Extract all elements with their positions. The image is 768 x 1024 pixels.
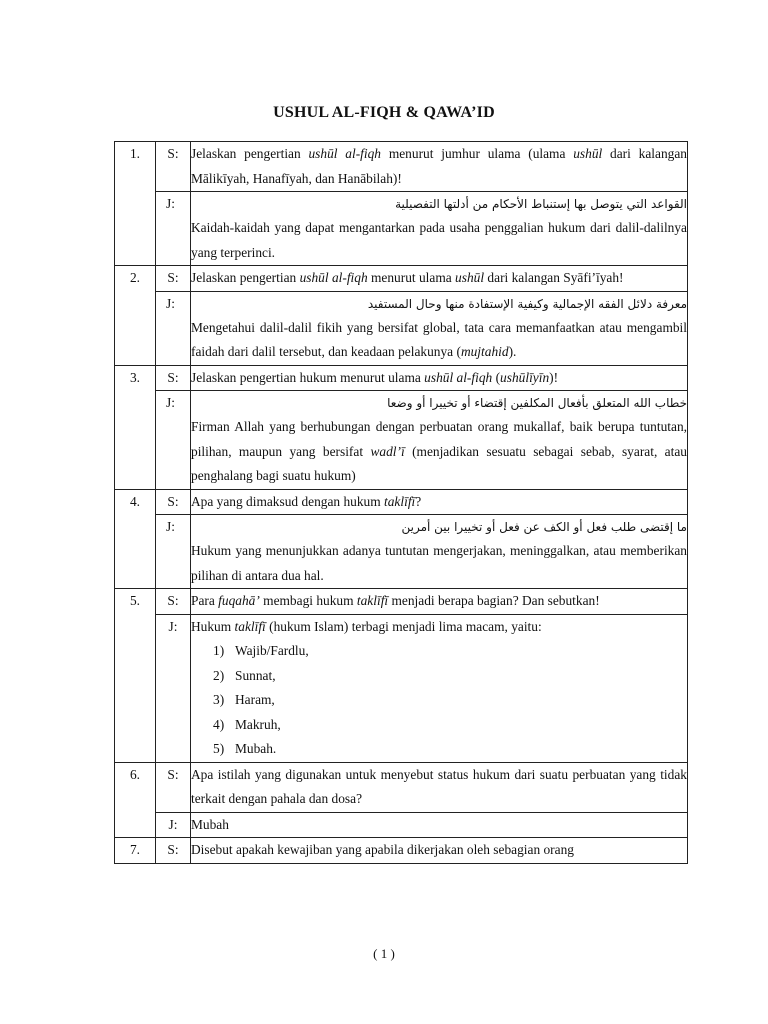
question-text: Para fuqahā’ membagi hukum taklīfī menjadi berapa bagian? Dan sebutkan!	[191, 589, 688, 615]
answer-cell	[191, 391, 688, 490]
row-number: 3.	[115, 365, 156, 489]
answer-row	[115, 291, 688, 365]
question-text: Apa yang dimaksud dengan hukum taklīfī?	[191, 489, 688, 515]
question-tag: S:	[156, 365, 191, 391]
list-item: 3) Haram,	[213, 692, 275, 707]
answer-tag: J:	[156, 812, 191, 838]
list-item: 5) Mubah.	[213, 741, 277, 756]
question-row	[115, 589, 688, 615]
arabic-definition: ما إقتضى طلب فعل أو الكف عن فعل أو تخييرا بين أمرين	[401, 520, 687, 534]
answer-tag: J:	[156, 515, 191, 589]
answer-tag: J:	[156, 614, 191, 762]
answer-cell	[191, 192, 688, 266]
question-text: Disebut apakah kewajiban yang apabila dikerjakan oleh sebagian orang	[191, 838, 688, 864]
answer-tag: J:	[156, 192, 191, 266]
qa-table	[114, 141, 688, 864]
arabic-definition: معرفة دلائل الفقه الإجمالية وكيفية الإستفادة منها وحال المستفيد	[367, 296, 687, 311]
question-row	[115, 142, 688, 192]
answer-row	[115, 812, 688, 838]
question-tag: S:	[156, 142, 191, 192]
answer-text: Hukum taklīfī (hukum Islam) terbagi menjadi lima macam, yaitu:	[191, 618, 542, 634]
answer-text: Mubah	[191, 812, 688, 838]
answer-tag: J:	[156, 391, 191, 490]
row-number: 6.	[115, 762, 156, 838]
question-tag: S:	[156, 589, 191, 615]
answer-text: Hukum yang menunjukkan adanya tuntutan mengerjakan, meninggalkan, atau memberikan pilihan di antara dua hal.	[191, 543, 687, 583]
question-row	[115, 365, 688, 391]
arabic-definition: خطاب الله المتعلق بأفعال المكلفين إقتضاء أو تخييرا أو وضعا	[387, 396, 687, 410]
document-title: USHUL AL-FIQH & QAWA’ID	[273, 104, 495, 121]
question-row	[115, 489, 688, 515]
answer-cell	[191, 515, 688, 589]
list-item: 2) Sunnat,	[213, 667, 276, 683]
arabic-definition: القواعد التي يتوصل بها إستنباط الأحكام من أدلتها التفصيلية	[395, 197, 687, 211]
question-text: Apa istilah yang digunakan untuk menyebut status hukum dari suatu perbuatan yang tidak terkait dengan pahala dan dosa?	[191, 762, 688, 812]
question-tag: S:	[156, 838, 191, 864]
row-number: 4.	[115, 489, 156, 589]
answer-text: Kaidah-kaidah yang dapat mengantarkan pada usaha penggalian hukum dari dalil-dalilnya yang terperinci.	[191, 220, 687, 260]
law-categories-list	[191, 639, 687, 762]
question-row	[115, 266, 688, 292]
answer-row	[115, 192, 688, 266]
question-tag: S:	[156, 762, 191, 812]
question-row	[115, 762, 688, 812]
answer-tag: J:	[156, 291, 191, 365]
page-number: ( 1 )	[373, 946, 395, 961]
list-item: 4) Makruh,	[213, 716, 281, 732]
answer-cell	[191, 291, 688, 365]
list-item: 1) Wajib/Fardlu,	[213, 643, 309, 658]
row-number: 5.	[115, 589, 156, 763]
question-text: Jelaskan pengertian ushūl al-fiqh menurut jumhur ulama (ulama ushūl dari kalangan Mālikīyah, Hanafīyah, dan Hanābilah)!	[191, 142, 688, 192]
question-tag: S:	[156, 266, 191, 292]
question-text: Jelaskan pengertian hukum menurut ulama ushūl al-fiqh (ushūlīyīn)!	[191, 365, 688, 391]
row-number: 2.	[115, 266, 156, 366]
question-row	[115, 838, 688, 864]
answer-cell	[191, 614, 688, 762]
answer-row	[115, 614, 688, 762]
row-number: 7.	[115, 838, 156, 864]
question-tag: S:	[156, 489, 191, 515]
answer-text: Firman Allah yang berhubungan dengan perbuatan orang mukallaf, baik berupa tuntutan, pilihan, maupun yang bersifat wadl’ī (menjadikan sesuatu sebagai sebab, syarat, atau penghalang bagi suatu hukum)	[191, 419, 687, 483]
answer-text: Mengetahui dalil-dalil fikih yang bersifat global, tata cara memanfaatkan atau mengambil faidah dari dalil tersebut, dan keadaan pelakunya (mujtahid).	[191, 319, 687, 359]
answer-row	[115, 391, 688, 490]
row-number: 1.	[115, 142, 156, 266]
answer-row	[115, 515, 688, 589]
question-text: Jelaskan pengertian ushūl al-fiqh menurut ulama ushūl dari kalangan Syāfi’īyah!	[191, 266, 688, 292]
